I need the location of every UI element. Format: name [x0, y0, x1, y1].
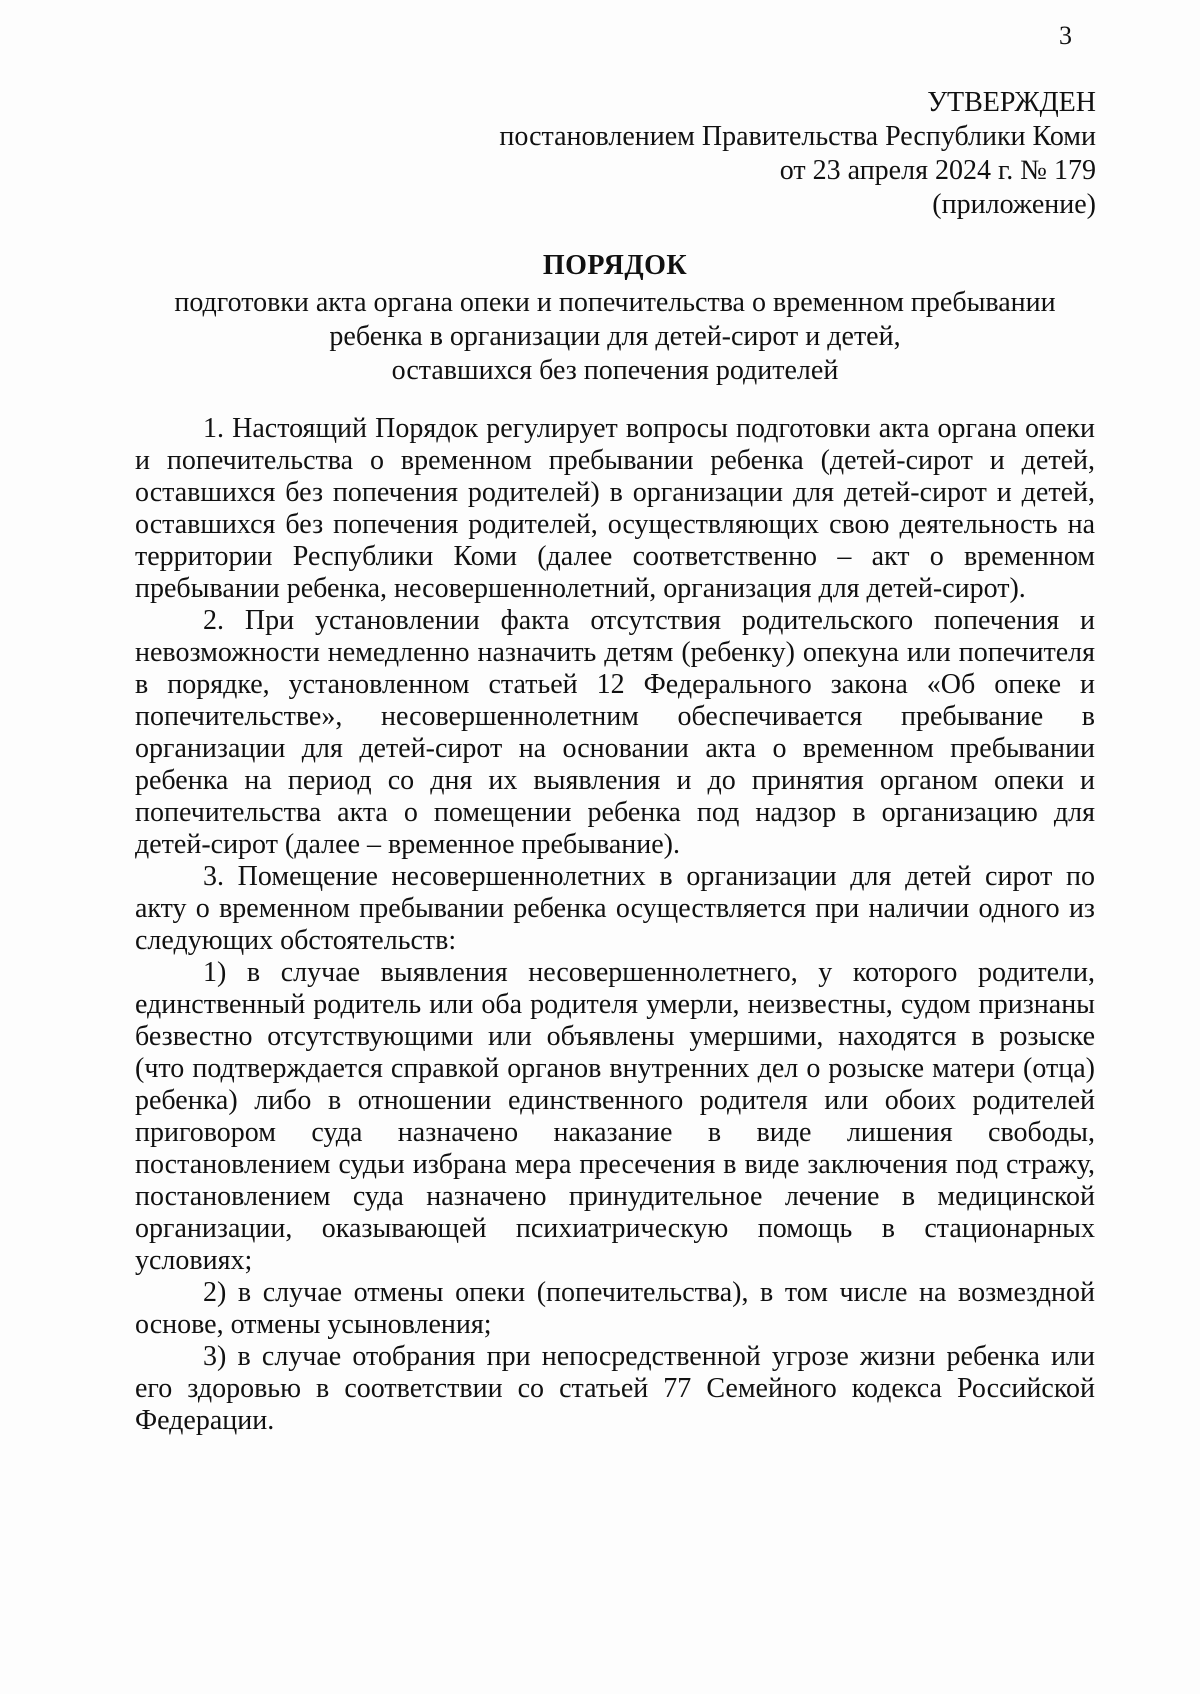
paragraph-2: 2. При установлении факта отсутствия родительского попечения и невозможности немедленно назначить детям (ребенку) опекуна или попечителя в порядке, установленном статьей 12 Федерального закона «Об опеке и попечительстве», несовершеннолетним обеспечивается пребывание в организации для детей-сирот на основании акта о временном пребывании ребенка на период со дня их выявления и до принятия органом опеки и попечительства акта о помещении ребенка под надзор в организацию для детей-сирот (далее – временное пребывание). [135, 605, 1095, 860]
document-subtitle-line-1: подготовки акта органа опеки и попечительства о временном пребывании [174, 287, 1056, 318]
paragraph-3-item-1: 1) в случае выявления несовершеннолетнего, у которого родители, единственный родитель или оба родителя умерли, неизвестны, судом признаны безвестно отсутствующими или объявлены умершими, находятся в розыске (что подтверждается справкой органов внутренних дел о розыске матери (отца) ребенка) либо в отношении единственного родителя или обоих родителей приговором суда назначено наказание в виде лишения свободы, постановлением судьи избрана мера пресечения в виде заключения под стражу, постановлением суда назначено принудительное лечение в медицинской организации, оказывающей психиатрическую помощь в стационарных условиях; [135, 957, 1095, 1276]
approval-issuer: постановлением Правительства Республики Коми [499, 121, 1096, 152]
paragraph-3-item-2: 2) в случае отмены опеки (попечительства), в том числе на возмездной основе, отмены усыновления; [135, 1277, 1095, 1340]
document-title: ПОРЯДОК [542, 250, 688, 281]
paragraph-3-item-3: 3) в случае отобрания при непосредственной угрозе жизни ребенка или его здоровью в соответствии со статьей 77 Семейного кодекса Российской Федерации. [135, 1341, 1095, 1436]
approval-appendix-note: (приложение) [932, 189, 1096, 220]
approval-date-number: от 23 апреля 2024 г. № 179 [779, 155, 1096, 186]
paragraph-3: 3. Помещение несовершеннолетних в организации для детей сирот по акту о временном пребывании ребенка осуществляется при наличии одного из следующих обстоятельств: [135, 861, 1095, 956]
document-subtitle-line-3: оставшихся без попечения родителей [391, 355, 839, 386]
approval-stamp-block [499, 86, 1096, 222]
approval-heading: УТВЕРЖДЕН [927, 87, 1096, 118]
page-number: 3 [1059, 21, 1072, 50]
document-subtitle-line-2: ребенка в организации для детей-сирот и детей, [329, 321, 901, 352]
paragraph-1: 1. Настоящий Порядок регулирует вопросы подготовки акта органа опеки и попечительства о временном пребывании ребенка (детей-сирот и детей, оставшихся без попечения родителей) в организации для детей-сирот и детей, оставшихся без попечения родителей, осуществляющих свою деятельность на территории Республики Коми (далее соответственно – акт о временном пребывании ребенка, несовершеннолетний, организация для детей-сирот). [135, 413, 1095, 604]
document-title-block [135, 246, 1095, 388]
document-body [135, 413, 1095, 1437]
